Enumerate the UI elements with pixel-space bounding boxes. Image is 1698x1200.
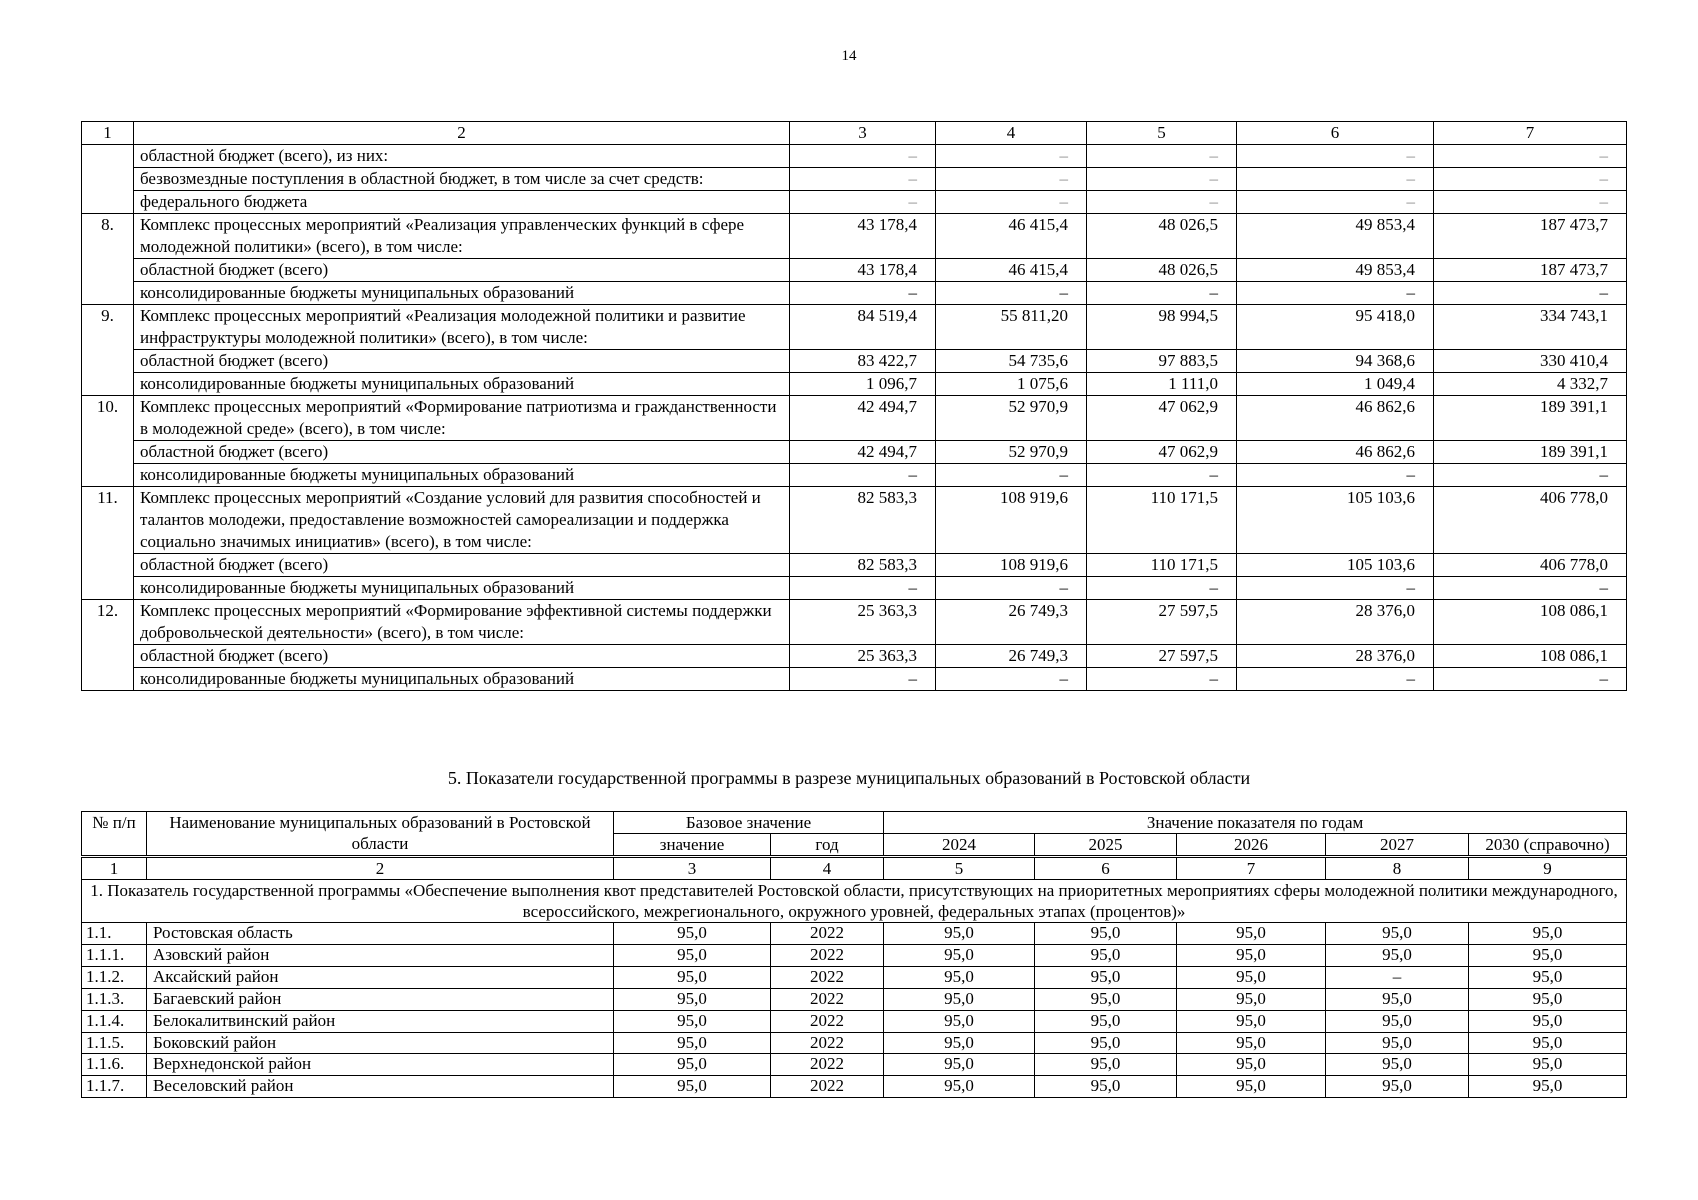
value-cell: 95,0 — [1035, 1010, 1177, 1032]
value-cell: 95,0 — [1326, 1010, 1469, 1032]
value-cell: – — [1434, 464, 1627, 487]
value-cell: 95,0 — [614, 1076, 771, 1098]
value-cell: 48 026,5 — [1087, 259, 1237, 282]
value-cell: 95,0 — [1326, 988, 1469, 1010]
value-cell: – — [936, 668, 1087, 691]
value-cell: 95,0 — [1035, 944, 1177, 966]
value-cell: 95,0 — [1326, 1076, 1469, 1098]
row-number: 1.1.6. — [82, 1054, 147, 1076]
value-cell: 406 778,0 — [1434, 487, 1627, 554]
value-cell: – — [1087, 464, 1237, 487]
value-cell: 26 749,3 — [936, 600, 1087, 645]
row-number: 1.1.2. — [82, 966, 147, 988]
row-number: 10. — [82, 396, 134, 487]
value-cell: 47 062,9 — [1087, 396, 1237, 441]
value-cell: 110 171,5 — [1087, 487, 1237, 554]
value-cell: 95,0 — [1326, 923, 1469, 945]
value-cell: 42 494,7 — [790, 396, 936, 441]
value-cell: 52 970,9 — [936, 396, 1087, 441]
value-cell: 95,0 — [884, 923, 1035, 945]
header-year: 2024 — [884, 834, 1035, 857]
value-cell: 95,0 — [614, 1054, 771, 1076]
indicators-table — [81, 811, 1627, 1098]
value-cell: 95,0 — [1469, 966, 1627, 988]
municipality-name: Азовский район — [147, 944, 614, 966]
header-year: 2030 (справочно) — [1469, 834, 1627, 857]
value-cell: 95,0 — [1035, 1054, 1177, 1076]
value-cell: – — [1237, 464, 1434, 487]
table-header-row — [82, 812, 1627, 834]
value-cell: 95,0 — [1469, 923, 1627, 945]
column-number: 6 — [1035, 857, 1177, 880]
value-cell: 95 418,0 — [1237, 305, 1434, 350]
value-cell: 95,0 — [1469, 1054, 1627, 1076]
municipality-name: Ростовская область — [147, 923, 614, 945]
header-year: 2026 — [1177, 834, 1326, 857]
value-cell: 25 363,3 — [790, 645, 936, 668]
value-cell: 95,0 — [1035, 988, 1177, 1010]
table-row — [82, 1032, 1627, 1054]
value-cell: 2022 — [771, 1076, 884, 1098]
value-cell: 43 178,4 — [790, 259, 936, 282]
header-year: 2027 — [1326, 834, 1469, 857]
value-cell: 95,0 — [884, 944, 1035, 966]
row-label: Комплекс процессных мероприятий «Создание условий для развития способностей и талантов молодежи, предоставление возможностей самореализации и поддержка социально значимых инициатив» (всего), в том числе: — [134, 487, 790, 554]
table-row — [82, 1010, 1627, 1032]
value-cell: 108 919,6 — [936, 554, 1087, 577]
row-label: областной бюджет (всего) — [134, 350, 790, 373]
value-cell: 95,0 — [1035, 1076, 1177, 1098]
value-cell: 95,0 — [1469, 988, 1627, 1010]
value-cell: 2022 — [771, 1032, 884, 1054]
budget-subrow — [82, 554, 1627, 577]
value-cell: 28 376,0 — [1237, 645, 1434, 668]
value-cell: 95,0 — [614, 1010, 771, 1032]
value-cell: 55 811,20 — [936, 305, 1087, 350]
column-number: 3 — [614, 857, 771, 880]
value-cell: – — [936, 145, 1087, 168]
table-row — [82, 966, 1627, 988]
row-label: консолидированные бюджеты муниципальных образований — [134, 668, 790, 691]
value-cell: – — [1237, 191, 1434, 214]
row-number: 9. — [82, 305, 134, 396]
header-cell: 4 — [936, 122, 1087, 145]
value-cell: 95,0 — [1177, 923, 1326, 945]
value-cell: – — [1434, 145, 1627, 168]
value-cell: 95,0 — [1177, 1010, 1326, 1032]
page-number: 14 — [841, 48, 857, 64]
value-cell: – — [1434, 191, 1627, 214]
value-cell: 54 735,6 — [936, 350, 1087, 373]
budget-row — [82, 168, 1627, 191]
value-cell: – — [936, 168, 1087, 191]
header-year: 2025 — [1035, 834, 1177, 857]
value-cell: – — [1434, 282, 1627, 305]
value-cell: 46 862,6 — [1237, 441, 1434, 464]
value-cell: – — [936, 282, 1087, 305]
value-cell: 330 410,4 — [1434, 350, 1627, 373]
budget-subrow — [82, 668, 1627, 691]
table-row — [82, 1054, 1627, 1076]
value-cell: – — [1237, 577, 1434, 600]
budget-row — [82, 487, 1627, 554]
value-cell: – — [1237, 145, 1434, 168]
municipality-name: Верхнедонской район — [147, 1054, 614, 1076]
value-cell: 82 583,3 — [790, 554, 936, 577]
value-cell: 95,0 — [1035, 923, 1177, 945]
header-cell: 5 — [1087, 122, 1237, 145]
value-cell: 189 391,1 — [1434, 396, 1627, 441]
municipality-name: Веселовский район — [147, 1076, 614, 1098]
value-cell: 2022 — [771, 923, 884, 945]
value-cell: 82 583,3 — [790, 487, 936, 554]
value-cell: 95,0 — [614, 988, 771, 1010]
budget-row — [82, 600, 1627, 645]
column-number-row — [82, 857, 1627, 880]
value-cell: 97 883,5 — [1087, 350, 1237, 373]
value-cell: 95,0 — [1326, 1054, 1469, 1076]
value-cell: – — [790, 168, 936, 191]
value-cell: 4 332,7 — [1434, 373, 1627, 396]
budget-table — [81, 121, 1627, 691]
value-cell: 95,0 — [884, 1032, 1035, 1054]
value-cell: 108 919,6 — [936, 487, 1087, 554]
row-label: областной бюджет (всего), из них: — [134, 145, 790, 168]
value-cell: 108 086,1 — [1434, 645, 1627, 668]
section-title: 5. Показатели государственной программы в разрезе муниципальных образований в Ростовской области — [447, 768, 1251, 788]
table-header-row — [82, 122, 1627, 145]
value-cell: – — [1087, 577, 1237, 600]
row-number: 8. — [82, 214, 134, 305]
column-number: 8 — [1326, 857, 1469, 880]
value-cell: – — [1087, 191, 1237, 214]
row-label: областной бюджет (всего) — [134, 554, 790, 577]
budget-row — [82, 191, 1627, 214]
value-cell: 1 075,6 — [936, 373, 1087, 396]
row-label: Комплекс процессных мероприятий «Реализация управленческих функций в сфере молодежной политики» (всего), в том числе: — [134, 214, 790, 259]
row-number: 1.1.5. — [82, 1032, 147, 1054]
value-cell: – — [1087, 145, 1237, 168]
value-cell: 95,0 — [884, 1054, 1035, 1076]
value-cell: – — [1237, 282, 1434, 305]
value-cell: 2022 — [771, 966, 884, 988]
value-cell: 1 111,0 — [1087, 373, 1237, 396]
value-cell: 48 026,5 — [1087, 214, 1237, 259]
row-label: областной бюджет (всего) — [134, 645, 790, 668]
value-cell: 187 473,7 — [1434, 214, 1627, 259]
value-cell: 95,0 — [1177, 1054, 1326, 1076]
value-cell: 95,0 — [1469, 1032, 1627, 1054]
value-cell: – — [790, 577, 936, 600]
value-cell: 105 103,6 — [1237, 487, 1434, 554]
row-label: Комплекс процессных мероприятий «Формирование эффективной системы поддержки добровольческой деятельности» (всего), в том числе: — [134, 600, 790, 645]
budget-row — [82, 214, 1627, 259]
row-number: 1.1.1. — [82, 944, 147, 966]
value-cell: 1 096,7 — [790, 373, 936, 396]
value-cell: – — [1434, 668, 1627, 691]
budget-subrow — [82, 373, 1627, 396]
value-cell: 95,0 — [1035, 966, 1177, 988]
row-number: 12. — [82, 600, 134, 691]
budget-subrow — [82, 282, 1627, 305]
value-cell: 2022 — [771, 988, 884, 1010]
value-cell: 98 994,5 — [1087, 305, 1237, 350]
row-label: областной бюджет (всего) — [134, 259, 790, 282]
value-cell: 2022 — [771, 1010, 884, 1032]
budget-row — [82, 145, 1627, 168]
value-cell: 84 519,4 — [790, 305, 936, 350]
column-number: 2 — [147, 857, 614, 880]
value-cell: 25 363,3 — [790, 600, 936, 645]
row-number-cell — [82, 145, 134, 214]
row-label: консолидированные бюджеты муниципальных образований — [134, 577, 790, 600]
column-number: 7 — [1177, 857, 1326, 880]
value-cell: 49 853,4 — [1237, 259, 1434, 282]
indicator-title: 1. Показатель государственной программы «Обеспечение выполнения квот представителей Ростовской области, присутствующих на приоритетных мероприятиях сферы молодежной политики международного, всероссийского, межрегионального, окружного уровней, федеральных этапах (процентов)» — [82, 880, 1627, 923]
header-cell: 7 — [1434, 122, 1627, 145]
value-cell: 406 778,0 — [1434, 554, 1627, 577]
value-cell: 95,0 — [1177, 1076, 1326, 1098]
municipality-name: Белокалитвинский район — [147, 1010, 614, 1032]
budget-subrow — [82, 441, 1627, 464]
row-label: Комплекс процессных мероприятий «Реализация молодежной политики и развитие инфраструктуры молодежной политики» (всего), в том числе: — [134, 305, 790, 350]
value-cell: 110 171,5 — [1087, 554, 1237, 577]
value-cell: 46 415,4 — [936, 214, 1087, 259]
header-cell: 2 — [134, 122, 790, 145]
row-label: безвозмездные поступления в областной бюджет, в том числе за счет средств: — [134, 168, 790, 191]
value-cell: 28 376,0 — [1237, 600, 1434, 645]
table-row — [82, 944, 1627, 966]
budget-subrow — [82, 645, 1627, 668]
column-number: 4 — [771, 857, 884, 880]
municipality-name: Багаевский район — [147, 988, 614, 1010]
header-base-value: значение — [614, 834, 771, 857]
row-label: консолидированные бюджеты муниципальных образований — [134, 464, 790, 487]
column-number: 5 — [884, 857, 1035, 880]
header-cell: 1 — [82, 122, 134, 145]
value-cell: 46 862,6 — [1237, 396, 1434, 441]
value-cell: 95,0 — [1326, 944, 1469, 966]
column-number: 9 — [1469, 857, 1627, 880]
table-row — [82, 988, 1627, 1010]
row-number: 1.1.3. — [82, 988, 147, 1010]
municipality-name: Аксайский район — [147, 966, 614, 988]
header-cell: 3 — [790, 122, 936, 145]
value-cell: 26 749,3 — [936, 645, 1087, 668]
row-label: консолидированные бюджеты муниципальных образований — [134, 282, 790, 305]
value-cell: 95,0 — [884, 1010, 1035, 1032]
value-cell: – — [790, 282, 936, 305]
budget-subrow — [82, 350, 1627, 373]
header-name: Наименование муниципальных образований в Ростовской области — [147, 812, 614, 857]
header-cell: 6 — [1237, 122, 1434, 145]
value-cell: 334 743,1 — [1434, 305, 1627, 350]
value-cell: 42 494,7 — [790, 441, 936, 464]
value-cell: – — [936, 577, 1087, 600]
value-cell: – — [790, 464, 936, 487]
row-label: консолидированные бюджеты муниципальных образований — [134, 373, 790, 396]
value-cell: – — [1087, 668, 1237, 691]
value-cell: 95,0 — [1469, 944, 1627, 966]
budget-subrow — [82, 464, 1627, 487]
table-row — [82, 1076, 1627, 1098]
header-base-year: год — [771, 834, 884, 857]
value-cell: 95,0 — [1177, 1032, 1326, 1054]
value-cell: 95,0 — [1177, 944, 1326, 966]
value-cell: 95,0 — [1177, 966, 1326, 988]
value-cell: 95,0 — [1035, 1032, 1177, 1054]
budget-subrow — [82, 577, 1627, 600]
value-cell: 95,0 — [614, 966, 771, 988]
budget-row — [82, 396, 1627, 441]
value-cell: 95,0 — [1469, 1010, 1627, 1032]
indicator-title-row — [82, 880, 1627, 923]
value-cell: 46 415,4 — [936, 259, 1087, 282]
value-cell: 95,0 — [614, 923, 771, 945]
value-cell: 189 391,1 — [1434, 441, 1627, 464]
column-number: 1 — [82, 857, 147, 880]
row-number: 1.1.4. — [82, 1010, 147, 1032]
value-cell: – — [790, 668, 936, 691]
value-cell: – — [1087, 282, 1237, 305]
value-cell: – — [790, 145, 936, 168]
budget-subrow — [82, 259, 1627, 282]
row-number: 1.1.7. — [82, 1076, 147, 1098]
budget-row — [82, 305, 1627, 350]
value-cell: – — [1326, 966, 1469, 988]
header-num: № п/п — [82, 812, 147, 857]
value-cell: – — [1237, 168, 1434, 191]
row-label: областной бюджет (всего) — [134, 441, 790, 464]
value-cell: 95,0 — [1469, 1076, 1627, 1098]
value-cell: 95,0 — [1177, 988, 1326, 1010]
value-cell: 27 597,5 — [1087, 645, 1237, 668]
value-cell: 52 970,9 — [936, 441, 1087, 464]
header-base: Базовое значение — [614, 812, 884, 834]
value-cell: – — [936, 464, 1087, 487]
value-cell: 95,0 — [1326, 1032, 1469, 1054]
value-cell: 95,0 — [884, 966, 1035, 988]
header-years-group: Значение показателя по годам — [884, 812, 1627, 834]
municipality-name: Боковский район — [147, 1032, 614, 1054]
value-cell: – — [790, 191, 936, 214]
row-label: федерального бюджета — [134, 191, 790, 214]
value-cell: – — [1087, 168, 1237, 191]
value-cell: 83 422,7 — [790, 350, 936, 373]
value-cell: 95,0 — [884, 1076, 1035, 1098]
value-cell: 95,0 — [614, 944, 771, 966]
value-cell: 2022 — [771, 944, 884, 966]
value-cell: 1 049,4 — [1237, 373, 1434, 396]
value-cell: 2022 — [771, 1054, 884, 1076]
row-number: 11. — [82, 487, 134, 600]
row-number: 1.1. — [82, 923, 147, 945]
value-cell: 94 368,6 — [1237, 350, 1434, 373]
value-cell: 47 062,9 — [1087, 441, 1237, 464]
value-cell: 108 086,1 — [1434, 600, 1627, 645]
value-cell: – — [1237, 668, 1434, 691]
value-cell: 43 178,4 — [790, 214, 936, 259]
row-label: Комплекс процессных мероприятий «Формирование патриотизма и гражданственности в молодежной среде» (всего), в том числе: — [134, 396, 790, 441]
value-cell: 95,0 — [884, 988, 1035, 1010]
value-cell: 27 597,5 — [1087, 600, 1237, 645]
table-row — [82, 923, 1627, 945]
value-cell: – — [1434, 577, 1627, 600]
value-cell: – — [936, 191, 1087, 214]
value-cell: – — [1434, 168, 1627, 191]
value-cell: 49 853,4 — [1237, 214, 1434, 259]
value-cell: 95,0 — [614, 1032, 771, 1054]
value-cell: 187 473,7 — [1434, 259, 1627, 282]
value-cell: 105 103,6 — [1237, 554, 1434, 577]
